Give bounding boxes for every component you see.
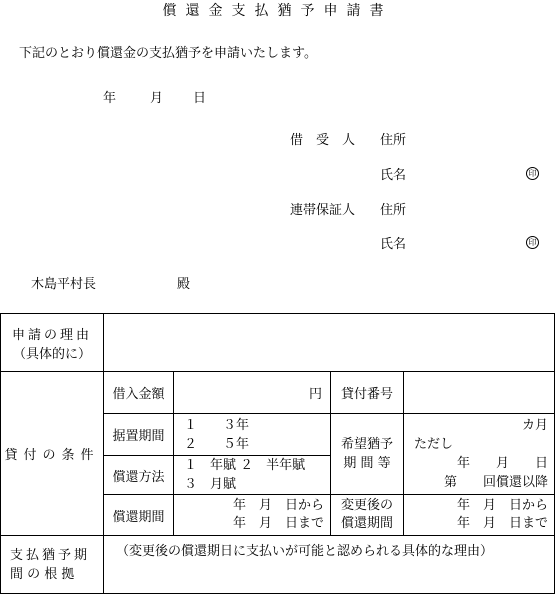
seal-mark: 印: [526, 167, 539, 180]
repay-period-to: 年 月 日まで: [232, 516, 324, 531]
borrower-role: 借 受 人: [290, 133, 356, 148]
basis-hint: （変更後の償還期日に支払いが可能と認められる具体的な理由）: [116, 544, 494, 559]
repay-period-label: 償還期間: [104, 495, 174, 536]
loan-number-label: 貸付番号: [331, 372, 404, 414]
requested-months: カ月: [521, 418, 548, 433]
repay-method-options[interactable]: [174, 456, 331, 495]
requested-after: 第 回償還以降: [443, 475, 548, 490]
basis-label-cell: [1, 536, 104, 594]
loan-amount-label: 借入金額: [104, 372, 174, 414]
changed-period-field[interactable]: [404, 495, 555, 536]
requested-date: 年 月 日: [456, 456, 548, 471]
reason-sublabel: （具体的に）: [12, 346, 91, 362]
requested-period-field[interactable]: [404, 414, 555, 495]
grace-period-options[interactable]: [174, 414, 331, 456]
basis-label: 支払猶予期: [10, 547, 91, 563]
addressee-name: 木島平村長: [31, 277, 97, 292]
application-form-table: [0, 313, 555, 594]
grace-option-2: ２ ５年: [184, 436, 250, 452]
repay-method-label: 償還方法: [104, 456, 174, 495]
grace-period-label: 据置期間: [104, 414, 174, 456]
basis-sublabel: 間 の 根 拠: [10, 566, 75, 582]
changed-period-label: 変更後の: [340, 498, 393, 513]
basis-field[interactable]: [104, 536, 555, 594]
loan-amount-unit: 円: [308, 387, 322, 402]
requested-period-label-cell: [331, 414, 404, 495]
loan-number-field[interactable]: [404, 372, 555, 414]
requested-period-label: 希望猶予: [340, 437, 393, 452]
guarantor-seal-icon: [526, 234, 539, 249]
conditions-label: 貸付の条件: [1, 372, 104, 536]
borrower-name-label: 氏名: [380, 168, 407, 183]
changed-period-to: 年 月 日まで: [456, 516, 548, 531]
changed-period-sublabel: 償還期間: [340, 516, 393, 531]
reason-field[interactable]: [104, 314, 555, 372]
reason-label-cell: [1, 314, 104, 372]
borrower-seal-icon: [526, 165, 539, 180]
repay-option-1: １ 年賦 ２ 半年賦: [184, 458, 306, 473]
guarantor-role: 連帯保証人: [290, 203, 356, 218]
guarantor-name-label: 氏名: [380, 237, 407, 252]
repay-option-2: ３ 月賦: [184, 477, 237, 492]
reason-label: 申請の理由: [11, 327, 92, 343]
date-day: 日: [193, 91, 207, 106]
grace-option-1: １ ３年: [184, 417, 250, 433]
intro-text: 下記のとおり償還金の支払猶予を申請いたします。: [19, 46, 317, 61]
date-month: 月: [150, 91, 164, 106]
requested-proviso: ただし: [414, 437, 454, 452]
requested-period-sublabel: 期 間 等: [343, 456, 391, 471]
seal-mark: 印: [526, 236, 539, 249]
date-year: 年: [103, 91, 117, 106]
guarantor-address-label: 住所: [380, 203, 407, 218]
borrower-address-label: 住所: [380, 133, 407, 148]
changed-period-label-cell: [331, 495, 404, 536]
repay-period-field[interactable]: [174, 495, 331, 536]
repay-period-from: 年 月 日から: [232, 498, 324, 513]
addressee-honorific: 殿: [177, 277, 191, 292]
loan-amount-field[interactable]: [174, 372, 331, 414]
page-title: 償還金支払猶予申請書: [162, 3, 393, 19]
changed-period-from: 年 月 日から: [456, 498, 548, 513]
